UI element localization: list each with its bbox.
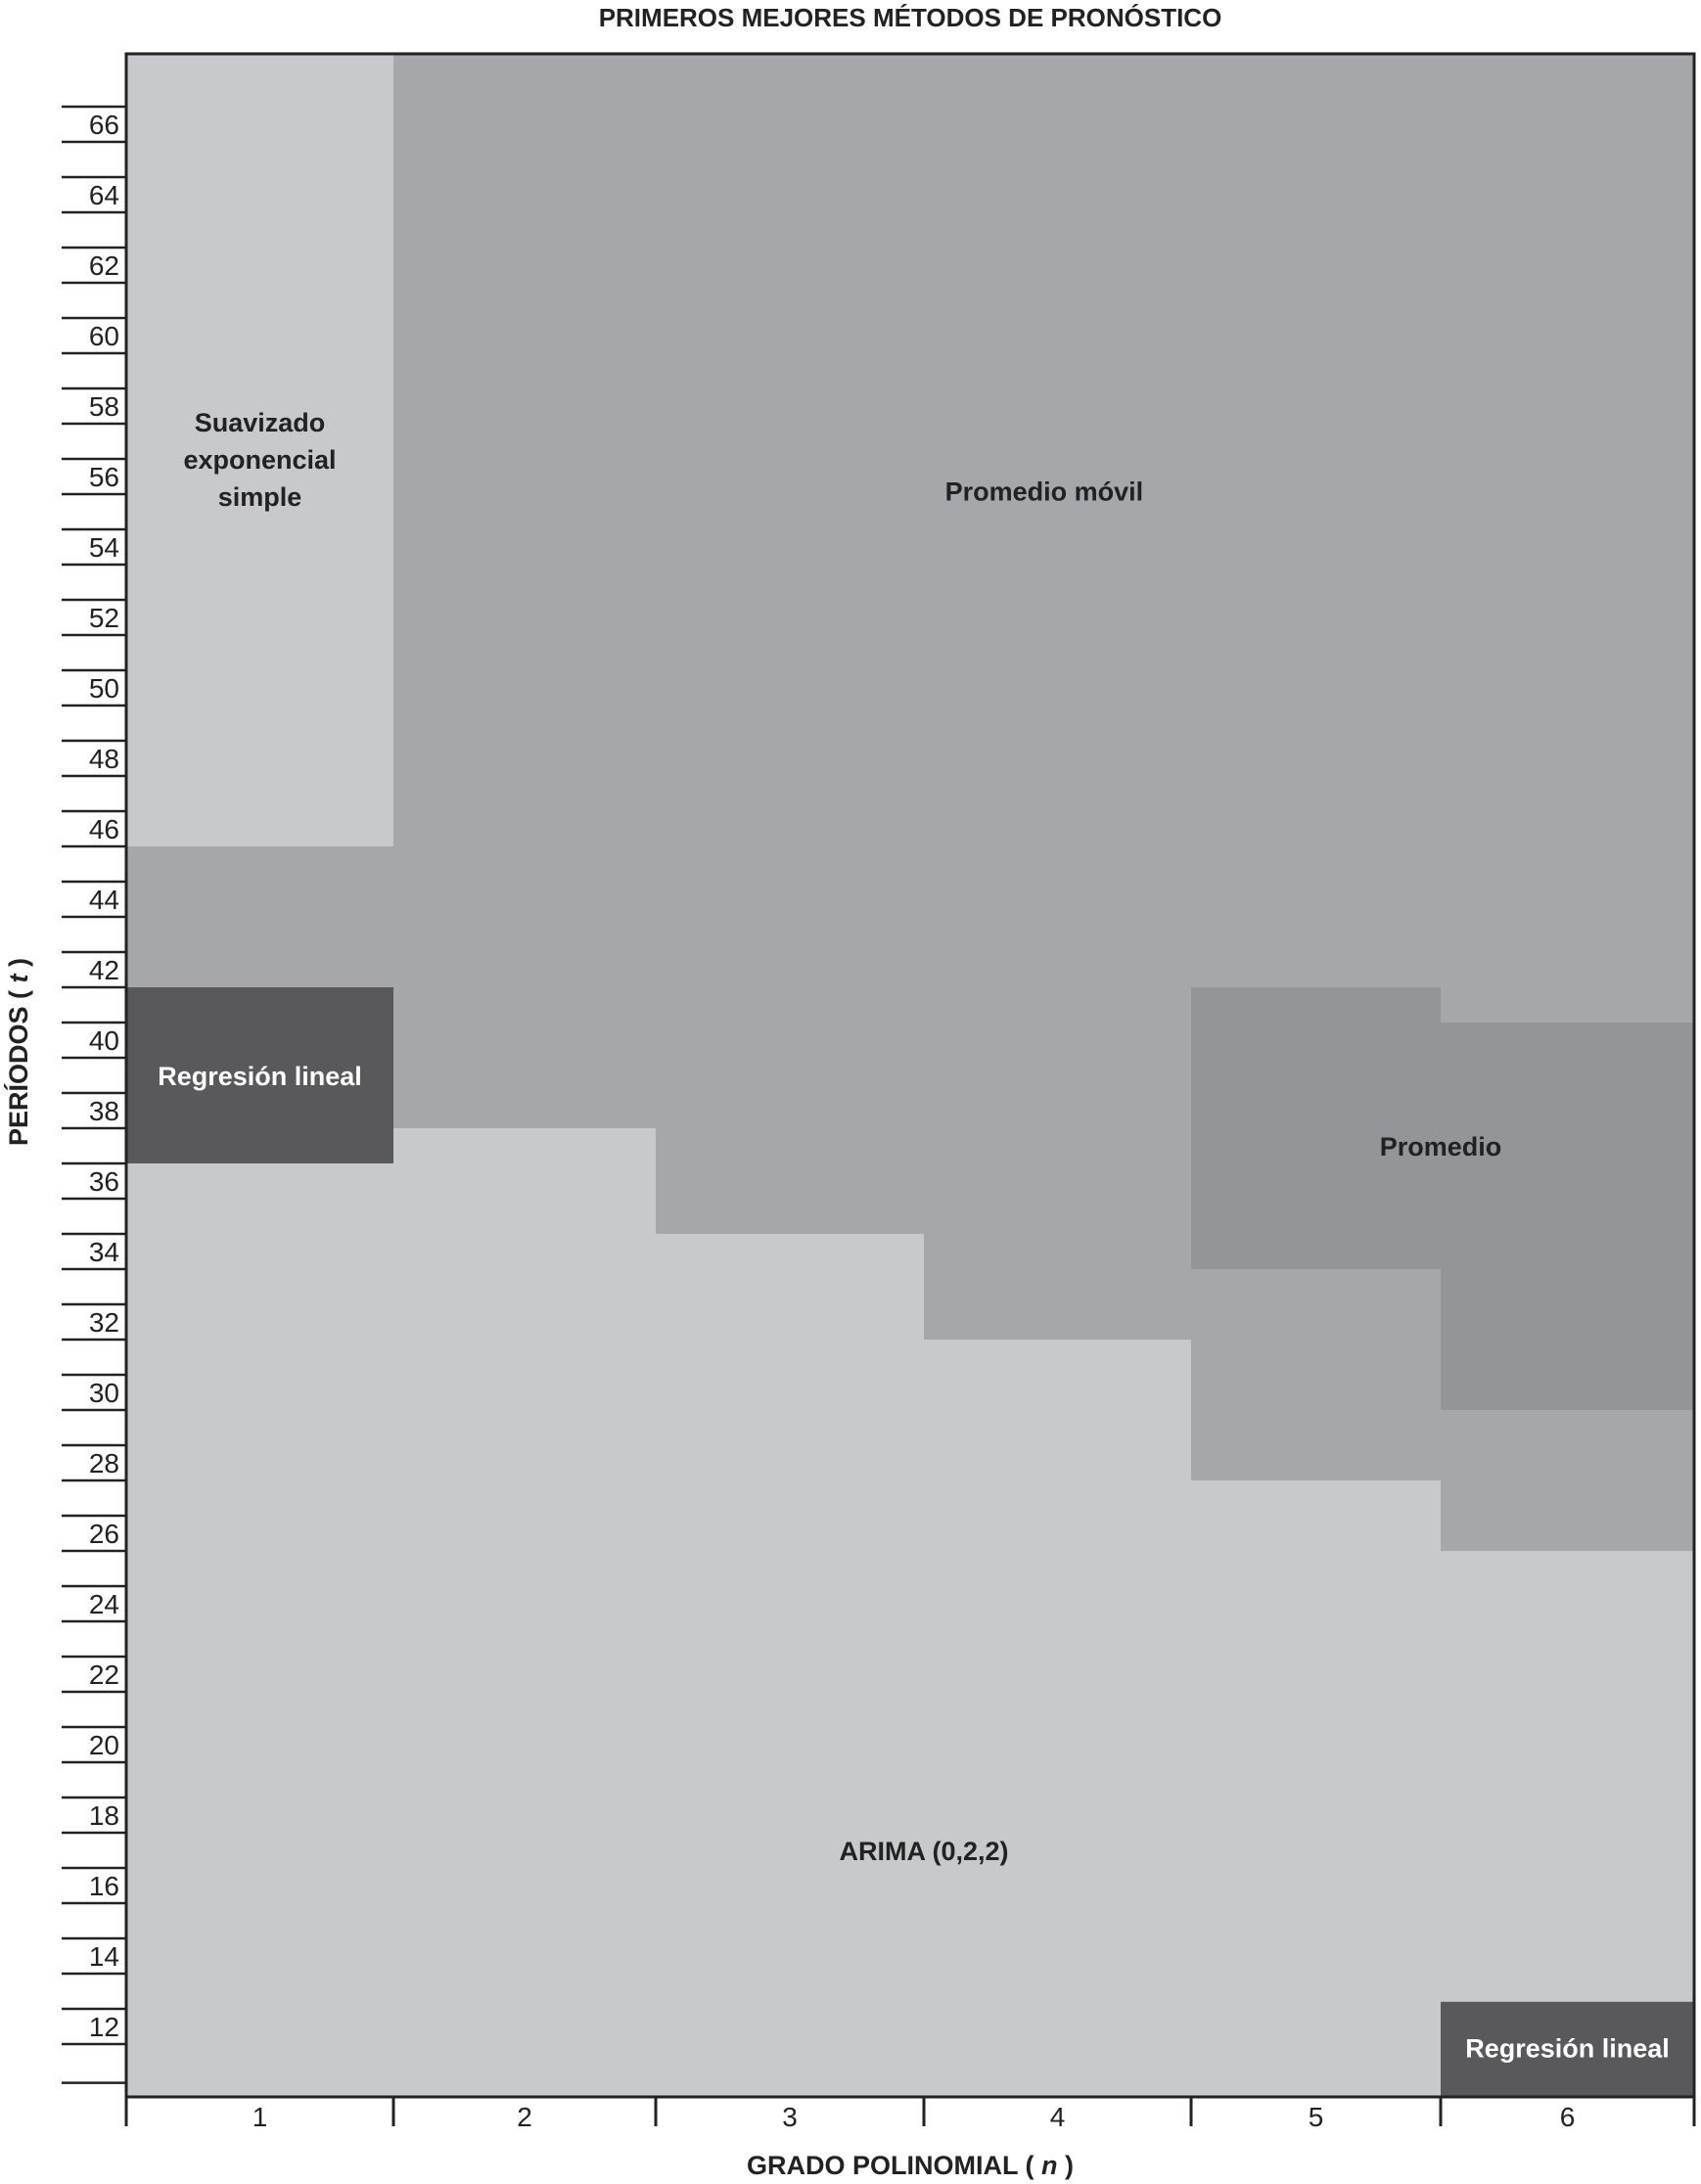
y-axis-label-suffix: ) [4, 957, 33, 975]
x-tick-label: 3 [782, 2102, 798, 2132]
y-tick-label: 18 [88, 1800, 119, 1831]
y-tick-label: 12 [88, 2012, 119, 2042]
region-label-promedio-movil: Promedio móvil [944, 477, 1144, 507]
x-tick-label: 2 [517, 2102, 532, 2132]
y-axis-label-var: t [4, 974, 33, 983]
region-arima-0-2-2 [393, 1128, 656, 2097]
y-tick-label: 34 [88, 1237, 119, 1267]
y-tick-label: 14 [88, 1941, 119, 1972]
y-tick-labels [89, 110, 119, 2042]
y-axis-label-prefix: PERÍODOS ( [4, 982, 33, 1147]
x-axis-label-prefix: GRADO POLINOMIAL ( [747, 2151, 1041, 2180]
x-tick-label: 1 [252, 2102, 268, 2132]
y-tick-label: 32 [88, 1307, 119, 1338]
region-arima-0-2-2 [924, 1340, 1191, 2097]
x-axis-label-var: n [1041, 2151, 1058, 2180]
y-tick-label: 24 [88, 1589, 119, 1619]
x-tick-label: 5 [1308, 2102, 1324, 2132]
y-tick-label: 16 [88, 1871, 119, 1901]
region-arima-0-2-2 [126, 1163, 393, 2097]
y-axis-label [3, 958, 33, 1146]
y-tick-label: 40 [88, 1025, 119, 1056]
y-tick-label: 54 [88, 532, 119, 563]
x-tick-label: 6 [1559, 2102, 1576, 2132]
y-tick-label: 36 [88, 1166, 119, 1197]
x-axis-label [747, 2151, 1074, 2180]
region-promedio [1441, 1023, 1694, 1410]
y-tick-label: 46 [88, 814, 119, 844]
y-tick-label: 62 [88, 250, 119, 281]
region-arima-0-2-2 [656, 1234, 924, 2097]
y-tick-label: 38 [88, 1096, 119, 1126]
region-label-regresion-lineal: Regresión lineal [1465, 2033, 1670, 2064]
y-tick-label: 60 [88, 321, 119, 351]
y-tick-label: 50 [88, 673, 119, 704]
region-label-arima-0-2-2: ARIMA (0,2,2) [839, 1837, 1009, 1866]
y-tick-label: 42 [88, 955, 119, 985]
x-axis-label-suffix: ) [1057, 2151, 1074, 2180]
y-tick-label: 56 [88, 462, 119, 492]
y-tick-label: 64 [88, 180, 119, 210]
y-tick-label: 26 [88, 1519, 119, 1549]
y-tick-label: 58 [88, 391, 119, 422]
region-promedio [1191, 987, 1441, 1269]
y-tick-label: 44 [88, 885, 119, 915]
y-tick-label: 30 [88, 1378, 119, 1408]
region-arima-0-2-2 [1191, 1480, 1441, 2097]
chart-title: PRIMEROS MEJORES MÉTODOS DE PRONÓSTICO [598, 3, 1222, 32]
region-label-suavizado-exponencial-simple: Suavizado exponencial simple [183, 408, 337, 512]
y-tick-label: 28 [88, 1448, 119, 1479]
y-tick-label: 48 [88, 744, 119, 774]
x-ticks [126, 2097, 1694, 2132]
x-tick-label: 4 [1049, 2102, 1066, 2132]
y-tick-label: 22 [88, 1660, 119, 1690]
y-tick-label: 52 [88, 603, 119, 633]
y-tick-label: 66 [88, 110, 119, 140]
y-tick-label: 20 [88, 1730, 119, 1760]
region-label-regresion-lineal: Regresión lineal [158, 1062, 362, 1091]
region-label-promedio: Promedio [1379, 1132, 1502, 1161]
